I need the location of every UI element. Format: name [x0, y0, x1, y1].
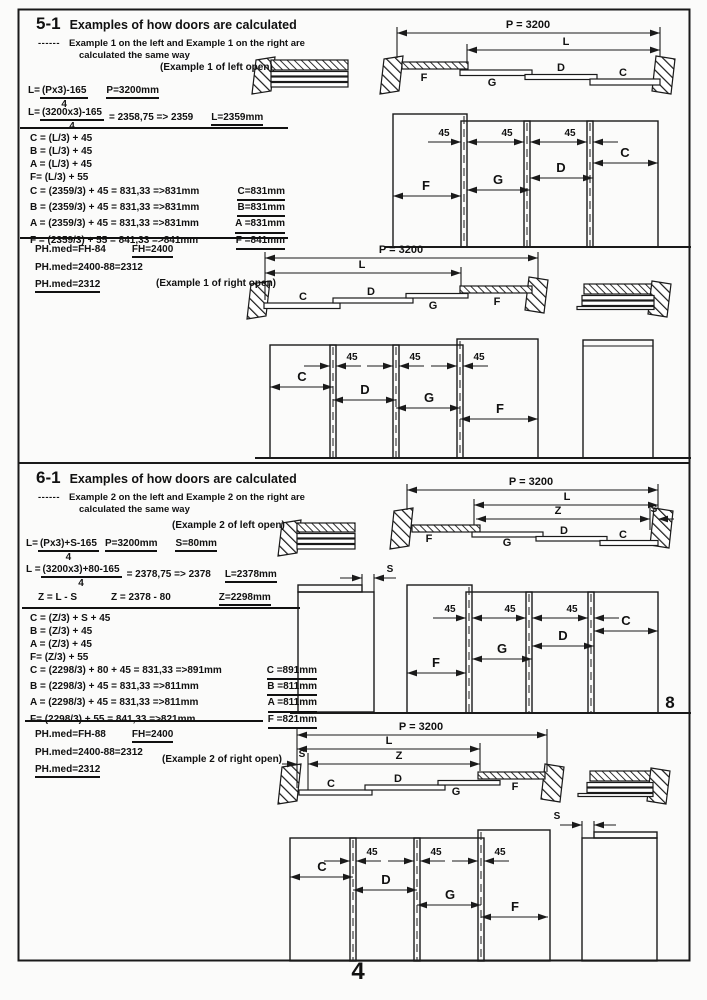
dim-s-label: S	[650, 504, 658, 515]
dim-d: D	[556, 160, 566, 175]
section2-title: Examples of how doors are calculated	[69, 472, 297, 486]
numerator: (Px3)+S-165	[38, 538, 99, 552]
calc-a: A = (2359/3) + 45 = 831,33 =>831mm	[30, 218, 199, 230]
formula-l-general-2	[26, 538, 217, 563]
door-c-plan	[299, 790, 372, 795]
door-g-label: G	[451, 786, 461, 798]
door-f-plan	[460, 286, 532, 293]
ph-formula: PH.med=FH-88	[35, 729, 106, 740]
def-b: B = (L/3) + 45	[30, 146, 93, 157]
caption-example1-left: (Example 1 of left open)	[160, 62, 273, 73]
overlap-dim: 45	[564, 128, 576, 139]
result-b: B=831mm	[237, 201, 285, 217]
overlap-dim: 45	[366, 847, 378, 858]
def-c: C = (L/3) + 45	[30, 133, 93, 144]
dash-marker: ------	[38, 492, 60, 503]
wall-break-left	[380, 56, 403, 94]
def-a: A = (Z/3) + 45	[30, 639, 92, 650]
dim-s-label: S	[386, 564, 394, 575]
dim-c: C	[620, 145, 630, 160]
fraction	[41, 564, 122, 589]
door-c-plan	[600, 541, 658, 546]
dim-c: C	[297, 369, 307, 384]
overlap-dim: 45	[430, 847, 442, 858]
dim-l-label: L	[358, 259, 366, 271]
denominator: 4	[78, 578, 84, 589]
formula-z	[38, 592, 271, 606]
dim-f: F	[511, 899, 519, 914]
s1-elevation-left-open	[385, 114, 691, 247]
dim-z-label: Z	[554, 505, 562, 517]
result-f: F =841mm	[236, 234, 285, 250]
p-value: P=3200mm	[106, 85, 159, 99]
def-a: A = (L/3) + 45	[30, 159, 92, 170]
section2-heading	[36, 468, 297, 488]
calc-a: A = (2298/3) + 45 = 831,33 =>811mm	[30, 697, 199, 709]
panel-f	[393, 114, 467, 247]
door-g-label: G	[487, 77, 497, 89]
fh-value: FH=2400	[132, 729, 173, 743]
l-result: L=2359mm	[211, 112, 263, 126]
dim-f: F	[432, 655, 440, 670]
panel-f	[407, 585, 472, 713]
side-number: 8	[665, 693, 675, 712]
overlap-dim: 45	[504, 604, 516, 615]
wall-break-right	[652, 56, 675, 94]
s2-stack-detail-right	[578, 768, 670, 804]
z-result: Z=2298mm	[219, 592, 271, 606]
calc-f: F= (2298/3) + 55 = 841,33 =>821mm	[30, 713, 196, 725]
fh-value: FH=2400	[132, 244, 173, 258]
result-a: A =831mm	[235, 217, 285, 233]
overlap-dim: 45	[444, 604, 456, 615]
dim-f: F	[422, 178, 430, 193]
divider-rule	[22, 607, 300, 609]
s1-plan-right-open	[247, 244, 548, 319]
formula-l-solved-2	[26, 564, 277, 589]
panel-d	[524, 121, 593, 247]
door-c-label: C	[327, 778, 335, 790]
door-c-label: C	[619, 67, 627, 79]
ph-result: PH.med=2312	[35, 279, 100, 293]
ph-calc: PH.med=2400-88=2312	[35, 261, 143, 273]
door-g-label: G	[428, 300, 438, 312]
panel-d	[526, 592, 594, 713]
door-c-plan	[590, 79, 660, 85]
door-d-label: D	[367, 286, 375, 298]
door-g-label: G	[502, 537, 512, 549]
dim-f: F	[496, 401, 504, 416]
result-b: B =811mm	[267, 680, 317, 696]
dim-g: G	[423, 390, 435, 405]
panel-c	[588, 592, 658, 713]
z-general: Z = L - S	[38, 592, 77, 603]
caption-example2-right: (Example 2 of right open)	[162, 754, 283, 765]
ph-block-2	[35, 726, 173, 779]
s1-elevation-right-open	[255, 339, 691, 458]
dim-d: D	[381, 872, 391, 887]
note-line2: calculated the same way	[78, 503, 190, 515]
dim-l-label: L	[562, 36, 570, 48]
dash-marker: ------	[38, 38, 60, 49]
s-value: S=80mm	[175, 538, 216, 552]
door-f-plan	[412, 525, 480, 532]
dim-z-label: Z	[395, 750, 403, 762]
overlap-dim: 45	[501, 128, 513, 139]
fraction	[38, 538, 99, 563]
door-f-label: F	[493, 296, 501, 308]
ph-block-1	[35, 241, 173, 294]
door-d-label: D	[394, 773, 402, 785]
formula-lhs: L=	[26, 538, 38, 549]
dim-d: D	[558, 628, 568, 643]
p-value: P=3200mm	[105, 538, 158, 552]
note-line1: Example 2 on the left and Example 2 on the right are	[68, 492, 305, 503]
section1-heading	[36, 14, 297, 34]
panel-c	[270, 345, 336, 458]
divider-rule	[25, 720, 263, 722]
def-c: C = (Z/3) + S + 45	[30, 613, 111, 624]
denominator: 4	[65, 552, 72, 563]
dim-s-label: S	[298, 749, 306, 760]
ph-result: PH.med=2312	[35, 764, 100, 778]
door-g-plan	[460, 70, 532, 76]
dim-g: G	[444, 887, 456, 902]
def-f: F= (Z/3) + 55	[30, 652, 89, 663]
divider-rule	[20, 127, 288, 129]
numerator: (Px3)-165	[40, 85, 88, 99]
formula-lhs: L=	[28, 107, 40, 118]
dim-c: C	[317, 859, 327, 874]
panel-d	[330, 345, 399, 458]
dim-l-label: L	[563, 491, 571, 503]
calc-c: C = (2359/3) + 45 = 831,33 =>831mm	[30, 186, 200, 197]
door-d-plan	[365, 785, 445, 790]
numerator: (3200x3)-165	[40, 107, 104, 121]
s2-plan-left-open	[390, 476, 674, 549]
dim-g: G	[496, 641, 508, 656]
z-calc: Z = 2378 - 80	[111, 592, 171, 603]
door-d-label: D	[560, 525, 568, 537]
ph-formula: PH.med=FH-84	[35, 244, 106, 255]
dim-p-label: P = 3200	[398, 721, 444, 733]
note-line2: calculated the same way	[78, 49, 190, 61]
dim-c: C	[621, 613, 631, 628]
divider-rule	[20, 237, 288, 239]
overlap-dim: 45	[494, 847, 506, 858]
formula-result-step: = 2358,75 => 2359	[109, 112, 194, 123]
door-d-label: D	[557, 62, 565, 74]
section1-number: 5-1	[36, 14, 61, 33]
dim-g: G	[492, 172, 504, 187]
formula-definitions-2	[30, 612, 110, 664]
door-c-label: C	[619, 529, 627, 541]
note-line1: Example 1 on the left and Example 1 on the right are	[68, 38, 305, 49]
calc-c: C = (2298/3) + 80 + 45 = 831,33 =>891mm	[30, 665, 222, 676]
overlap-dim: 45	[566, 604, 578, 615]
result-c: C =891mm	[267, 664, 317, 680]
calc-b: B = (2359/3) + 45 = 831,33 =>831mm	[30, 202, 200, 214]
door-f-label: F	[425, 533, 433, 545]
panel-c	[587, 121, 658, 247]
overlap-dim: 45	[346, 352, 358, 363]
s1-plan-left-open	[380, 19, 675, 94]
door-f-label: F	[511, 781, 519, 793]
dim-l-label: L	[385, 735, 393, 747]
result-f: F =821mm	[268, 713, 317, 729]
door-c-plan	[264, 303, 340, 309]
ph-calc: PH.med=2400-88=2312	[35, 746, 143, 758]
overlap-dim: 45	[473, 352, 485, 363]
formula-result-step: = 2378,75 => 2378	[126, 569, 211, 580]
door-c-label: C	[299, 291, 307, 303]
dim-p-label: P = 3200	[378, 244, 424, 256]
door-f-plan	[478, 772, 545, 779]
section2-note	[38, 492, 305, 515]
page-number: 4	[351, 958, 365, 985]
door-g-plan	[406, 294, 468, 299]
def-b: B = (Z/3) + 45	[30, 626, 93, 637]
formula-lhs: L=	[28, 85, 40, 96]
door-d-plan	[333, 298, 413, 303]
door-f-label: F	[420, 72, 428, 84]
calc-b: B = (2298/3) + 45 = 831,33 =>811mm	[30, 681, 199, 693]
section1-title: Examples of how doors are calculated	[69, 18, 297, 32]
dim-p-label: P = 3200	[505, 19, 551, 31]
overlap-dim: 45	[409, 352, 421, 363]
door-d-plan	[536, 537, 607, 542]
numerator: (3200x3)+80-165	[41, 564, 122, 578]
formula-lhs: L =	[26, 564, 41, 575]
denominator: 4	[69, 121, 75, 132]
overlap-dim: 45	[438, 128, 450, 139]
s2-elevation-right-open	[290, 811, 657, 961]
panel-f	[478, 830, 550, 961]
caption-example2-left: (Example 2 of left open)	[172, 520, 285, 531]
formula-definitions-1	[30, 132, 92, 184]
result-a: A =811mm	[268, 696, 317, 712]
section1-note	[38, 38, 305, 61]
dim-d: D	[360, 382, 370, 397]
def-f: F= (L/3) + 55	[30, 172, 89, 183]
panel-f	[457, 339, 538, 458]
s2-stack-detail-left	[278, 520, 355, 556]
dim-p-label: P = 3200	[508, 476, 554, 488]
panel-d	[350, 838, 420, 961]
l-result: L=2378mm	[225, 569, 277, 583]
calc-f: F = (2359/3) + 55 = 841,33 =>841mm	[30, 234, 199, 246]
result-c: C=831mm	[237, 185, 285, 201]
caption-example1-right: (Example 1 of right open)	[156, 278, 277, 289]
denominator: 4	[61, 99, 67, 110]
dim-s-label: S	[553, 811, 561, 822]
s1-stack-detail-right	[577, 281, 671, 317]
door-d-plan	[525, 75, 597, 80]
closed-door-side	[582, 838, 657, 961]
s2-plan-right-open	[278, 721, 564, 804]
panel-c	[290, 838, 356, 961]
s2-elevation-left-open	[290, 564, 691, 713]
section2-number: 6-1	[36, 468, 61, 487]
stacked-doors-side	[583, 340, 653, 458]
door-f-plan	[402, 62, 468, 69]
door-g-plan	[438, 781, 500, 786]
